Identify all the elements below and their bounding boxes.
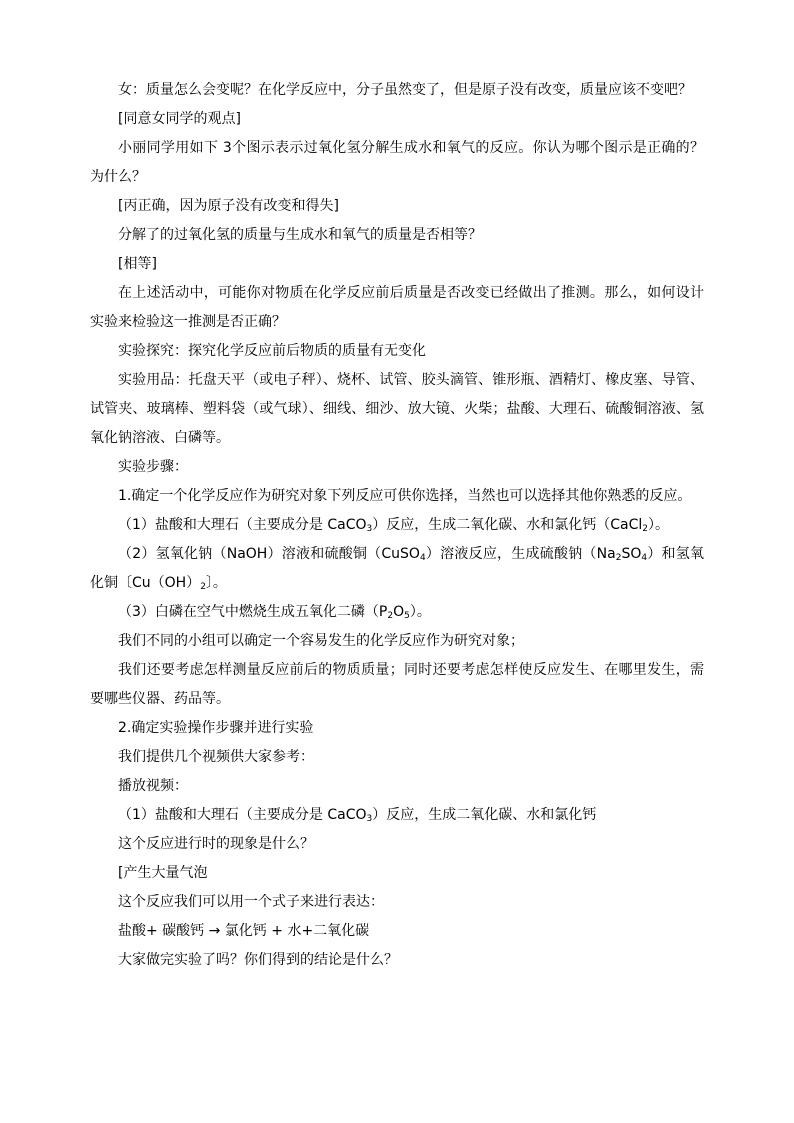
text-run: ）。: [409, 604, 431, 620]
subscript: 2: [615, 553, 622, 563]
text-run: （1）盐酸和大理石（主要成分是 CaCO: [118, 807, 367, 823]
subscript: 2: [387, 611, 394, 621]
subscript: 3: [366, 524, 373, 534]
paragraph: 实验探究：探究化学反应前后物质的质量有无变化: [118, 343, 426, 359]
paragraph: [丙正确，因为原子没有改变和得失]: [118, 198, 339, 214]
paragraph: 在上述活动中，可能你对物质在化学反应前后质量是否改变已经做出了推测。那么，如何设计实验来检验这一推测是否正确？: [90, 285, 704, 330]
paragraph: 这个反应我们可以用一个式子来进行表达：: [118, 894, 384, 910]
paragraph: 女：质量怎么会变呢？在化学反应中，分子虽然变了，但是原子没有改变，质量应该不变吧？: [118, 82, 692, 98]
paragraph: 我们还要考虑怎样测量反应前后的物质质量；同时还要考虑怎样使反应发生、在哪里发生，需要哪些仪器、药品等。: [90, 662, 704, 707]
text-run: ）和氢氧化铜〔Cu（OH）: [90, 546, 705, 591]
reaction-item-1: [90, 511, 704, 540]
text-run: ）溶液反应，生成硫酸钠（Na: [425, 546, 616, 562]
text-run: ）反应，生成二氧化碳、水和氯化钙: [372, 807, 597, 823]
paragraph: 我们不同的小组可以确定一个容易发生的化学反应作为研究对象；: [118, 633, 524, 649]
reaction-item-3: [90, 598, 704, 627]
paragraph: [相等]: [118, 256, 157, 272]
text-run: （2）氢氧化钠（NaOH）溶液和硫酸铜（CuSO: [118, 546, 420, 562]
paragraph: 小丽同学用如下 3个图示表示过氧化氢分解生成水和氧气的反应。你认为哪个图示是正确的？为什么？: [90, 140, 704, 185]
text-run: O: [393, 604, 405, 620]
text-run: （3）白磷在空气中燃烧生成五氧化二磷（P: [118, 604, 388, 620]
text-run: ）反应，生成二氧化碳、水和氯化钙（CaCl: [372, 517, 643, 533]
text-run: （1）盐酸和大理石（主要成分是 CaCO: [118, 517, 367, 533]
paragraph: 2.确定实验操作步骤并进行实验: [118, 720, 314, 736]
text-run: SO: [621, 546, 642, 562]
subscript: 2: [200, 582, 206, 592]
reaction-item-video: [90, 801, 704, 830]
equation: 盐酸+ 碳酸钙 → 氯化钙 + 水+二氧化碳: [118, 923, 370, 939]
paragraph: 大家做完实验了吗？你们得到的结论是什么？: [118, 952, 398, 968]
subscript: 3: [366, 814, 373, 824]
text-run: ）。: [648, 517, 670, 533]
paragraph: [同意女同学的观点]: [118, 111, 241, 127]
text-run: 〕。: [205, 575, 227, 591]
paragraph: 播放视频：: [118, 778, 188, 794]
paragraph: [产生大量气泡: [118, 865, 208, 881]
paragraph: 这个反应进行时的现象是什么？: [118, 836, 314, 852]
subscript: 4: [419, 553, 426, 563]
subscript: 5: [404, 611, 410, 621]
document-body: [90, 76, 704, 975]
subscript: 2: [642, 524, 649, 534]
paragraph: 1.确定一个化学反应作为研究对象下列反应可供你选择，当然也可以选择其他你熟悉的反应。: [118, 488, 692, 504]
paragraph: 分解了的过氧化氢的质量与生成水和氧气的质量是否相等？: [118, 227, 482, 243]
reaction-item-2: [90, 540, 704, 598]
paragraph: 实验用品：托盘天平（或电子秤）、烧杯、试管、胶头滴管、锥形瓶、酒精灯、橡皮塞、导管、试管夹、玻璃棒、塑料袋（或气球）、细线、细沙、放大镜、火柴；盐酸、大理石、硫酸铜溶液、氢氧化钠溶液、白磷等。: [90, 372, 704, 446]
subscript: 4: [641, 553, 648, 563]
paragraph: 实验步骤：: [118, 459, 188, 475]
paragraph: 我们提供几个视频供大家参考：: [118, 749, 314, 765]
